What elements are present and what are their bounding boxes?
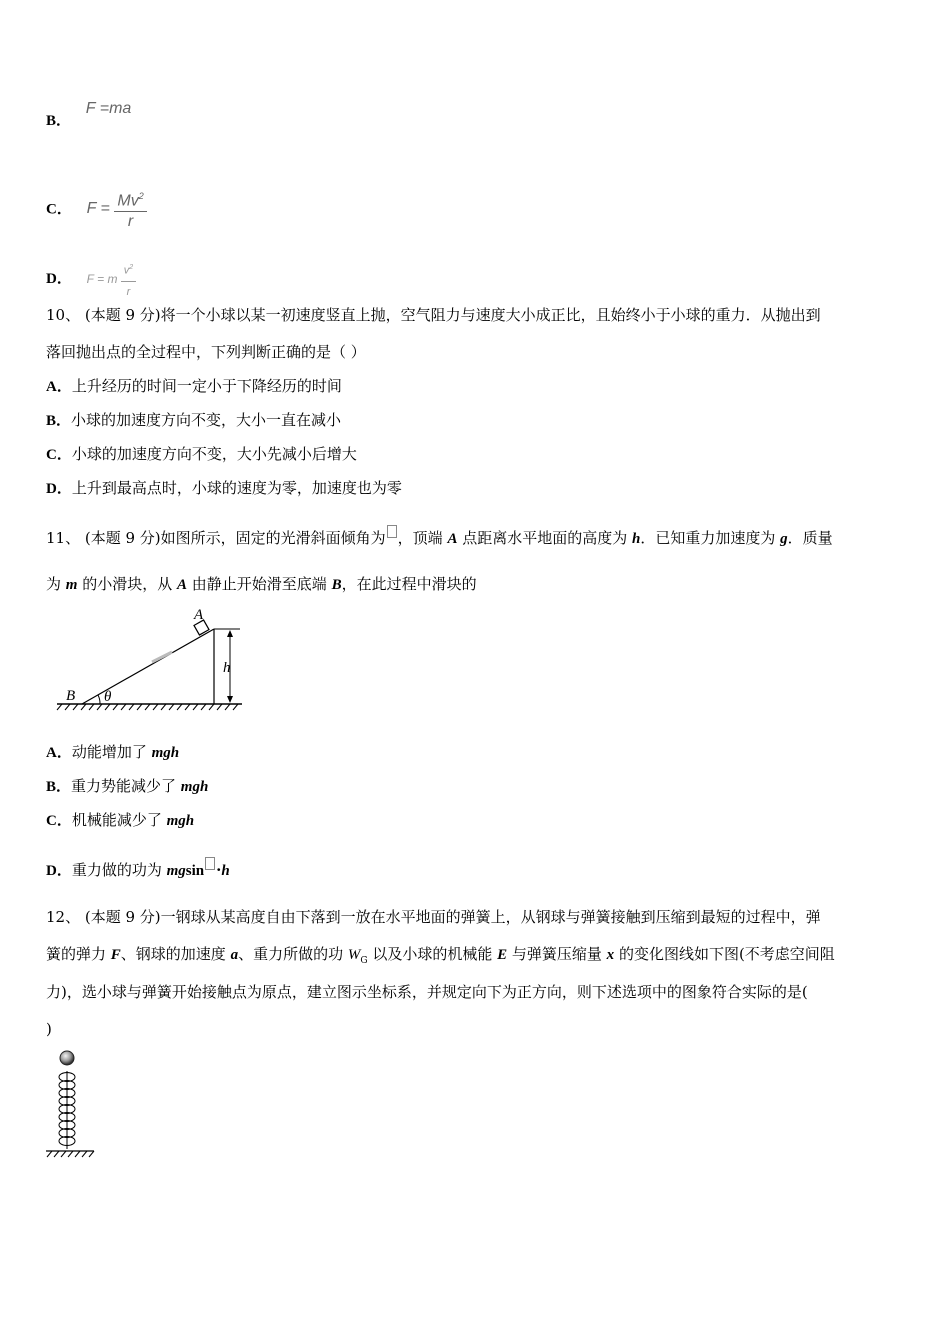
spring-ball-figure	[44, 1047, 98, 1161]
q10-option-b: B．小球的加速度方向不变，大小一直在减小	[46, 411, 342, 429]
angle-arc	[98, 695, 100, 704]
q9-option-c: C． F = $\frac{Mv^2}{r}$	[46, 186, 137, 232]
incline-surface	[82, 629, 214, 704]
height-arrow-up-icon	[227, 630, 233, 637]
q9-b-formula: F =ma	[85, 100, 132, 117]
q11-option-c: C．机械能减少了 mgh	[46, 811, 195, 829]
q12-stem-line3: 力)，选小球与弹簧开始接触点为原点，建立图示坐标系，并规定向下为正方向，则下述选项中的图象符合实际的是(	[46, 983, 808, 1001]
q12-stem-line2: 簧的弹力 F、钢球的加速度 a、重力所做的功 $W_G$ 以及小球的机械能 E 与弹簧压缩量 x 的变化图线如下图(不考虑空间阻	[46, 945, 835, 966]
q12-stem-line4: )	[46, 1020, 52, 1038]
q12-stem-line1: 12、 (本题 9 分)一钢球从某高度自由下落到一放在水平地面的弹簧上，从钢球与弹簧接触到压缩到最短的过程中，弹	[46, 908, 821, 926]
q9-c-formula: F = $\frac{Mv^2}{r}$	[87, 200, 147, 217]
q10-option-d: D．上升到最高点时，小球的速度为零，加速度也为零	[46, 479, 402, 497]
q10-stem-line2: 落回抛出点的全过程中，下列判断正确的是（ ）	[46, 343, 366, 361]
q9-option-b: B． F =ma	[46, 100, 132, 129]
q9-d-formula: F = m $\frac{v^2}{r}$	[87, 272, 137, 286]
label-a: A	[194, 607, 204, 623]
q11-option-d: D．重力做的功为 mgsin ·h	[46, 857, 230, 882]
q11-stem-line1: 11、 (本题 9 分)如图所示，固定的光滑斜面倾角为 ，顶端 A 点距离水平地面的高度为 h．已知重力加速度为 g．质量	[46, 525, 833, 550]
label-theta: θ	[104, 689, 112, 705]
incline-figure	[52, 600, 248, 712]
q10-option-a: A．上升经历的时间一定小于下降经历的时间	[46, 377, 342, 395]
spring-ground-hatching	[47, 1151, 94, 1157]
q10-stem-line1: 10、 (本题 9 分)将一个小球以某一初速度竖直上抛，空气阻力与速度大小成正比，且始终小于小球的重力．从抛出到	[46, 306, 821, 324]
missing-symbol-icon	[387, 525, 397, 538]
label-h: h	[223, 660, 231, 676]
height-arrow-down-icon	[227, 696, 233, 703]
q11-option-a: A．动能增加了 mgh	[46, 743, 180, 761]
incline-highlight	[152, 652, 172, 662]
label-b: B	[66, 688, 76, 704]
q11-option-b: B．重力势能减少了 mgh	[46, 777, 209, 795]
steel-ball	[60, 1051, 74, 1065]
missing-symbol-icon	[205, 857, 215, 870]
q10-option-c: C．小球的加速度方向不变，大小先减小后增大	[46, 445, 357, 463]
ground-hatching	[57, 704, 238, 710]
q9-option-d: D． F = m $\frac{v^2}{r}$	[46, 258, 126, 302]
q11-stem-line2: 为 m 的小滑块，从 A 由静止开始滑至底端 B，在此过程中滑块的	[46, 575, 477, 593]
